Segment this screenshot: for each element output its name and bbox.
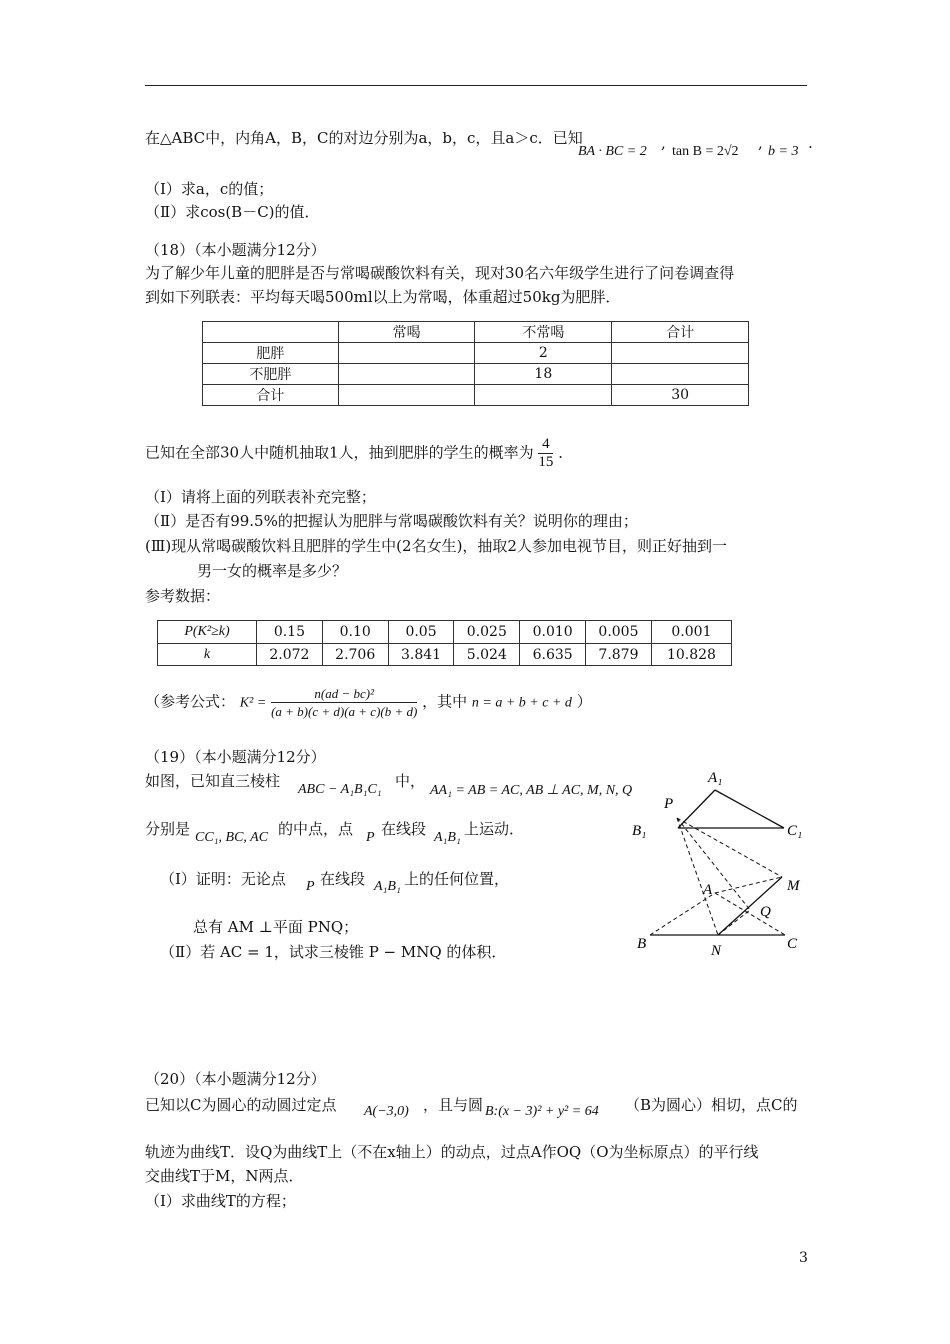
q20-l1a: 已知以C为圆心的动圆过定点	[145, 1096, 337, 1114]
label-C1: C₁	[787, 823, 803, 839]
q19-p1a: （Ⅰ）证明：无论点	[160, 870, 286, 888]
q20-part1: （Ⅰ）求曲线T的方程；	[145, 1192, 296, 1210]
q19-l2g: 上运动．	[464, 820, 525, 838]
q19-l2a: 分别是	[145, 820, 191, 838]
q18-prob-den: 15	[538, 454, 554, 470]
ref-r2-0: 2.072	[257, 644, 323, 666]
formula-den: (a + b)(c + d)(a + c)(b + d)	[271, 704, 418, 719]
ct-r0c0: 肥胖	[203, 343, 339, 364]
label-B1: B₁	[632, 823, 647, 839]
page-number: 3	[799, 1250, 808, 1266]
reference-table	[157, 620, 732, 666]
q20-l1e: （B为圆心）相切，点C的	[625, 1096, 798, 1114]
q19-l2f: A₁B₁	[434, 830, 461, 845]
q19-l2d: P	[366, 830, 375, 845]
ref-r2-2: 3.841	[388, 644, 454, 666]
ref-r1-1: 0.10	[322, 621, 388, 644]
q19-l2b: CC₁, BC, AC	[195, 830, 269, 845]
ct-h3: 合计	[612, 322, 749, 343]
ct-r0c1	[338, 343, 475, 364]
ref-r1-2: 0.05	[388, 621, 454, 644]
prism-figure	[620, 760, 820, 960]
edge-PQ	[677, 818, 750, 910]
ct-r1c3	[612, 364, 749, 385]
q19-p2: （Ⅱ）若 AC = 1，试求三棱锥 P − MNQ 的体积．	[160, 943, 507, 961]
edge-PM	[677, 818, 782, 877]
ct-r1c0: 不肥胖	[203, 364, 339, 385]
q17-comma2: ,	[758, 134, 763, 152]
q17-comma1: ,	[661, 134, 666, 152]
q18-part2: （Ⅱ）是否有99.5%的把握认为肥胖与常喝碳酸饮料有关？说明你的理由；	[145, 512, 638, 530]
formula-mid: ，其中	[422, 692, 468, 711]
q18-line2: 到如下列联表：平均每天喝500ml以上为常喝，体重超过50kg为肥胖．	[145, 288, 621, 306]
label-N: N	[711, 943, 722, 959]
q17-part1: （Ⅰ）求a，c的值；	[145, 180, 274, 198]
edge-NM	[718, 877, 782, 935]
q20-l3: 交曲线T于M，N两点．	[145, 1167, 304, 1185]
q19-l2c: 的中点，点	[278, 820, 354, 838]
q18-part3a: (Ⅲ)现从常喝碳酸饮料且肥胖的学生中(2名女生)，抽取2人参加电视节目，则正好抽到一	[145, 537, 727, 555]
edge-BA	[650, 893, 715, 935]
q19-l1d: AA₁ = AB = AC, AB ⊥ AC, M, N, Q	[430, 783, 633, 798]
ref-r2-6: 10.828	[651, 644, 731, 666]
ct-r2c1	[338, 385, 475, 406]
ct-r0c2: 2	[475, 343, 612, 364]
ct-h2: 不常喝	[475, 322, 612, 343]
ref-r1-4: 0.010	[520, 621, 586, 644]
q18-ref-label: 参考数据：	[145, 587, 221, 605]
ref-row1-label: P(K²≥k)	[158, 621, 257, 644]
ref-r2-4: 6.635	[520, 644, 586, 666]
q19-p1b: P	[306, 879, 315, 894]
ref-r1-6: 0.001	[651, 621, 731, 644]
edge-B1A1	[678, 790, 715, 828]
ref-r1-0: 0.15	[257, 621, 323, 644]
ref-r2-3: 5.024	[454, 644, 520, 666]
q18-prob-text: 已知在全部30人中随机抽取1人，抽到肥胖的学生的概率为	[145, 443, 534, 462]
edge-A1C1	[715, 790, 784, 828]
q20-l1d: B:(x − 3)² + y² = 64	[485, 1104, 599, 1119]
q17-cond1: BA · BC = 2	[578, 144, 647, 159]
q19-l1b: ABC − A₁B₁C₁	[298, 782, 382, 797]
formula-pre: （参考公式：	[145, 692, 236, 711]
q18-line1: 为了解少年儿童的肥胖是否与常喝碳酸饮料有关，现对30名六年级学生进行了问卷调查得	[145, 264, 735, 282]
ct-r1c2: 18	[475, 364, 612, 385]
label-A1: A₁	[708, 770, 723, 786]
ref-r2-1: 2.706	[322, 644, 388, 666]
label-M: M	[787, 878, 800, 894]
q19-p1d: A₁B₁	[374, 879, 401, 894]
formula-lhs: K² =	[239, 695, 267, 711]
q18-part3b: 男一女的概率是多少？	[197, 562, 348, 580]
formula-end: ）	[576, 692, 592, 711]
q17-period: .	[808, 134, 813, 152]
q20-l2: 轨迹为曲线T．设Q为曲线T上（不在x轴上）的动点，过点A作OQ（O为坐标原点）的平行线	[145, 1143, 759, 1161]
ct-r2c2	[475, 385, 612, 406]
formula-num: n(ad − bc)²	[271, 685, 417, 703]
formula-n: n = a + b + c + d	[471, 695, 572, 711]
ref-r1-3: 0.025	[454, 621, 520, 644]
formula-fraction	[271, 685, 417, 720]
ref-r1-5: 0.005	[586, 621, 652, 644]
q19-p1f: 总有 AM ⊥平面 PNQ；	[193, 918, 359, 936]
q20-header: （20）（本小题满分12分）	[145, 1070, 326, 1088]
q19-header: （19）（本小题满分12分）	[145, 748, 326, 766]
ct-h1: 常喝	[338, 322, 475, 343]
ct-r2c0: 合计	[203, 385, 339, 406]
label-A: A	[703, 882, 713, 898]
header-rule	[145, 85, 807, 86]
q17-part2: （Ⅱ）求cos(B－C)的值．	[145, 203, 320, 221]
ct-r0c3	[612, 343, 749, 364]
ct-r2c3: 30	[612, 385, 749, 406]
label-B: B	[637, 936, 647, 952]
ref-r2-5: 7.879	[586, 644, 652, 666]
q18-prob-num: 4	[538, 436, 553, 454]
edge-PN	[677, 818, 718, 935]
q19-l1a: 如图，已知直三棱柱	[145, 772, 281, 790]
ct-h0	[203, 322, 339, 343]
q20-l1b: A(−3,0)	[364, 1104, 409, 1119]
q17-intro: 在△ABC中，内角A，B，C的对边分别为a，b，c，且a＞c．已知	[145, 129, 583, 147]
q19-l1c: 中，	[395, 772, 426, 790]
q17-cond3: b = 3	[768, 144, 799, 159]
label-C: C	[787, 936, 798, 952]
ct-r1c1	[338, 364, 475, 385]
q18-prob-end: ．	[558, 443, 574, 462]
ref-row2-label: k	[158, 644, 257, 666]
q19-p1c: 在线段	[320, 870, 366, 888]
q18-prob-fraction	[538, 436, 553, 471]
q20-l1c: ，且与圆	[423, 1096, 484, 1114]
q17-cond2: tan B = 2√2	[672, 144, 739, 159]
edge-AM	[715, 877, 782, 893]
contingency-table	[202, 321, 749, 406]
q18-part1: （Ⅰ）请将上面的列联表补充完整；	[145, 488, 376, 506]
q19-p1e: 上的任何位置，	[404, 870, 510, 888]
q18-formula	[145, 685, 592, 720]
q18-header: （18）（本小题满分12分）	[145, 241, 326, 259]
q18-prob	[145, 436, 573, 471]
label-P: P	[664, 796, 674, 812]
q19-l2e: 在线段	[381, 820, 427, 838]
label-Q: Q	[760, 904, 771, 920]
